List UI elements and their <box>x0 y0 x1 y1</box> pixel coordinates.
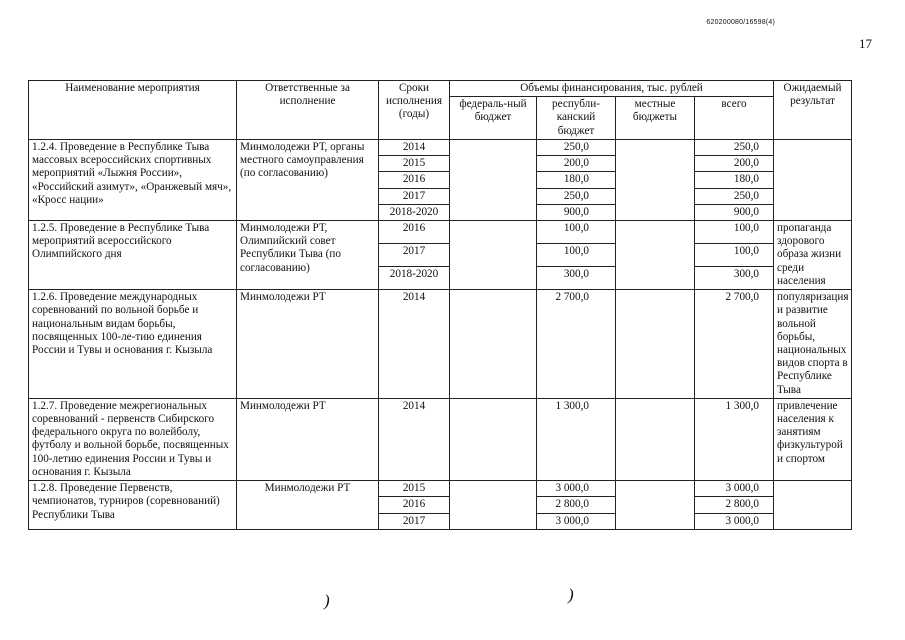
expected-result: популяризация и развитие вольной борьбы, национальных видов спорта в Республике Тыва <box>774 290 852 399</box>
activity-name: 1.2.7. Проведение межрегиональных соревнований - первенств Сибирского федерального округа по волейболу, футболу и вольной борьбе, посвященных 100-летию единения России и Тувы и основания г. Кызыла <box>29 398 237 480</box>
total-value: 1 300,0 <box>695 398 774 480</box>
local-cell <box>616 481 695 530</box>
federal-cell <box>450 139 537 220</box>
total-value: 180,0 <box>695 172 774 188</box>
federal-cell <box>450 481 537 530</box>
year: 2016 <box>379 172 450 188</box>
total-value: 2 800,0 <box>695 497 774 513</box>
total-value: 200,0 <box>695 156 774 172</box>
federal-cell <box>450 398 537 480</box>
republic-value: 3 000,0 <box>537 513 616 529</box>
year: 2014 <box>379 139 450 155</box>
total-value: 3 000,0 <box>695 481 774 497</box>
total-value: 100,0 <box>695 244 774 267</box>
header-name: Наименование мероприятия <box>29 81 237 140</box>
header-responsible: Ответственные за исполнение <box>237 81 379 140</box>
year: 2018-2020 <box>379 204 450 220</box>
year: 2018-2020 <box>379 267 450 290</box>
header-result: Ожидаемый результат <box>774 81 852 140</box>
federal-cell <box>450 290 537 399</box>
federal-cell <box>450 220 537 289</box>
header-funding: Объемы финансирования, тыс. рублей <box>450 81 774 97</box>
page-number: 17 <box>859 36 872 51</box>
table-row <box>29 398 852 480</box>
year: 2014 <box>379 290 450 399</box>
total-value: 900,0 <box>695 204 774 220</box>
header-republic: республи-канский бюджет <box>537 97 616 140</box>
republic-value: 900,0 <box>537 204 616 220</box>
activity-name: 1.2.4. Проведение в Республике Тыва массовых всероссийских спортивных мероприятий «Лыжня России», «Российский азимут», «Оранжевый мяч», «Кросс нации» <box>29 139 237 220</box>
table-body <box>29 139 852 529</box>
total-value: 250,0 <box>695 188 774 204</box>
ink-mark: ) <box>568 585 574 604</box>
header-terms: Сроки исполнения (годы) <box>379 81 450 140</box>
expected-result: пропаганда здорового образа жизни среди населения <box>774 220 852 289</box>
republic-value: 180,0 <box>537 172 616 188</box>
total-value: 3 000,0 <box>695 513 774 529</box>
republic-value: 250,0 <box>537 188 616 204</box>
local-cell <box>616 220 695 289</box>
funding-table <box>28 80 852 530</box>
expected-result <box>774 481 852 530</box>
year: 2014 <box>379 398 450 480</box>
responsible: Минмолодежи РТ, Олимпийский совет Республики Тыва (по согласованию) <box>237 220 379 289</box>
activity-name: 1.2.6. Проведение международных соревнований по вольной борьбе и национальным видам борьбы, посвященных 100-ле-тию единения России и Тувы и основания г. Кызыла <box>29 290 237 399</box>
activity-name: 1.2.8. Проведение Первенств, чемпионатов, турниров (соревнований) Республики Тыва <box>29 481 237 530</box>
responsible: Минмолодежи РТ <box>237 398 379 480</box>
year: 2016 <box>379 220 450 243</box>
year: 2017 <box>379 513 450 529</box>
republic-value: 3 000,0 <box>537 481 616 497</box>
republic-value: 2 700,0 <box>537 290 616 399</box>
year: 2015 <box>379 481 450 497</box>
republic-value: 300,0 <box>537 267 616 290</box>
republic-value: 100,0 <box>537 244 616 267</box>
table-row <box>29 290 852 399</box>
year: 2015 <box>379 156 450 172</box>
republic-value: 100,0 <box>537 220 616 243</box>
total-value: 2 700,0 <box>695 290 774 399</box>
year: 2017 <box>379 188 450 204</box>
table-row <box>29 139 852 155</box>
republic-value: 1 300,0 <box>537 398 616 480</box>
activity-name: 1.2.5. Проведение в Республике Тыва мероприятий всероссийского Олимпийского дня <box>29 220 237 289</box>
year: 2017 <box>379 244 450 267</box>
republic-value: 250,0 <box>537 139 616 155</box>
local-cell <box>616 398 695 480</box>
total-value: 300,0 <box>695 267 774 290</box>
local-cell <box>616 290 695 399</box>
local-cell <box>616 139 695 220</box>
expected-result: привлечение населения к занятиям физкультурой и спортом <box>774 398 852 480</box>
header-local: местные бюджеты <box>616 97 695 140</box>
responsible: Минмолодежи РТ <box>237 290 379 399</box>
republic-value: 2 800,0 <box>537 497 616 513</box>
table-row <box>29 481 852 497</box>
responsible: Минмолодежи РТ <box>237 481 379 530</box>
header-federal: федераль-ный бюджет <box>450 97 537 140</box>
header-total: всего <box>695 97 774 140</box>
total-value: 100,0 <box>695 220 774 243</box>
table-row <box>29 220 852 243</box>
document-code: 620200080/16598(4) <box>706 19 775 26</box>
total-value: 250,0 <box>695 139 774 155</box>
expected-result <box>774 139 852 220</box>
year: 2016 <box>379 497 450 513</box>
responsible: Минмолодежи РТ, органы местного самоуправления (по согласованию) <box>237 139 379 220</box>
ink-mark: ) <box>324 591 330 610</box>
republic-value: 200,0 <box>537 156 616 172</box>
